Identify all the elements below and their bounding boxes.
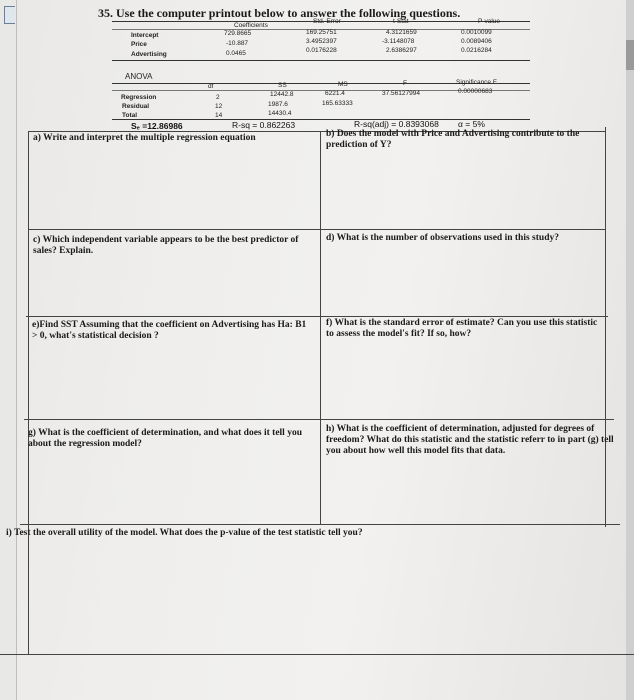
anova-header-f: F bbox=[403, 80, 407, 87]
question-f: f) What is the standard error of estimate? Can you use this statistic to assess the model's fit? If so, how? bbox=[326, 318, 598, 339]
t-value: 4.3121659 bbox=[386, 29, 417, 36]
anova-sig: 0.00000683 bbox=[458, 88, 493, 95]
anova-ms: 165.63333 bbox=[322, 100, 353, 107]
standard-error-stat: Sₑ =12.86986 bbox=[131, 121, 183, 131]
anova-ss: 1987.6 bbox=[268, 101, 288, 108]
question-a: a) Write and interpret the multiple regression equation bbox=[33, 133, 256, 143]
clip-icon bbox=[4, 6, 15, 24]
coef-header-se: Std. Error bbox=[313, 18, 341, 25]
coef-header-coefficients: Coefficients bbox=[234, 22, 268, 29]
grid-rule-3 bbox=[24, 419, 614, 420]
anova-df: 14 bbox=[215, 112, 223, 119]
question-g: g) What is the coefficient of determination, and what does it tell you about the regression model? bbox=[28, 428, 302, 449]
p-value: 0.0089406 bbox=[461, 38, 492, 45]
question-c: c) Which independent variable appears to be the best predictor of sales? Explain. bbox=[33, 235, 299, 256]
coef-value: 0.0465 bbox=[226, 50, 246, 57]
anova-f: 37.56127994 bbox=[382, 90, 420, 97]
se-value: 169.25751 bbox=[306, 29, 337, 36]
anova-df: 12 bbox=[215, 103, 223, 110]
t-value: -3.1148078 bbox=[382, 38, 415, 45]
p-value: 0.0216284 bbox=[461, 47, 492, 54]
anova-header-df: df bbox=[208, 83, 214, 90]
right-edge bbox=[626, 0, 634, 700]
anova-ss: 14430.4 bbox=[268, 110, 292, 117]
question-d: d) What is the number of observations used in this study? bbox=[326, 233, 559, 243]
anova-title: ANOVA bbox=[125, 72, 153, 81]
coef-table-bottom-rule bbox=[112, 60, 530, 61]
question-i: i) Test the overall utility of the model. What does the p-value of the test statistic tell you? bbox=[6, 528, 363, 538]
grid-rule-2 bbox=[26, 316, 608, 317]
coef-header-t: t-Stat bbox=[393, 18, 409, 25]
grid-center-rule bbox=[320, 131, 321, 524]
page-edge bbox=[0, 0, 17, 700]
coef-value: 729.8665 bbox=[224, 30, 252, 37]
question-e: e)Find SST Assuming that the coefficient on Advertising has Ha: B1 > 0, what's statistical decision ? bbox=[32, 320, 307, 341]
t-value: 2.6386297 bbox=[386, 47, 417, 54]
coef-row-label: Advertising bbox=[131, 51, 167, 58]
anova-row-label: Total bbox=[122, 112, 138, 119]
grid-left-rule bbox=[28, 131, 29, 655]
coef-row-label: Price bbox=[131, 41, 147, 48]
anova-header-ss: SS bbox=[278, 82, 287, 89]
question-title: 35. Use the computer printout below to answer the following questions. bbox=[98, 6, 461, 20]
adjusted-r-squared-stat: R-sq(adj) = 0.8393068 bbox=[354, 119, 439, 129]
r-squared-stat: R-sq = 0.862263 bbox=[232, 120, 296, 130]
grid-rule-1 bbox=[28, 229, 606, 230]
grid-rule-5 bbox=[0, 654, 634, 655]
p-value: 0.0010099 bbox=[461, 29, 492, 36]
anova-ms: 6221.4 bbox=[325, 90, 345, 97]
anova-df: 2 bbox=[216, 94, 220, 101]
anova-ss: 12442.8 bbox=[270, 91, 294, 98]
se-value: 0.0176228 bbox=[306, 47, 337, 54]
se-value: 3.4952397 bbox=[306, 38, 337, 45]
alpha-level: α = 5% bbox=[458, 119, 485, 129]
anova-row-label: Residual bbox=[122, 103, 150, 110]
coef-header-p: P-value bbox=[478, 18, 501, 25]
anova-row-label: Regression bbox=[121, 94, 157, 101]
question-b: b) Does the model with Price and Advertising contribute to the prediction of Y? bbox=[326, 129, 580, 150]
coef-row-label: Intercept bbox=[131, 32, 159, 39]
question-h: h) What is the coefficient of determination, adjusted for degrees of freedom? What do this statistic and the statistic referr to in part (g) tell you about how well this model fits that data. bbox=[326, 424, 614, 456]
anova-header-sig: Significance F bbox=[456, 79, 497, 86]
anova-header-ms: MS bbox=[338, 81, 348, 88]
coef-value: -10.887 bbox=[226, 40, 249, 47]
grid-rule-4 bbox=[20, 524, 620, 525]
